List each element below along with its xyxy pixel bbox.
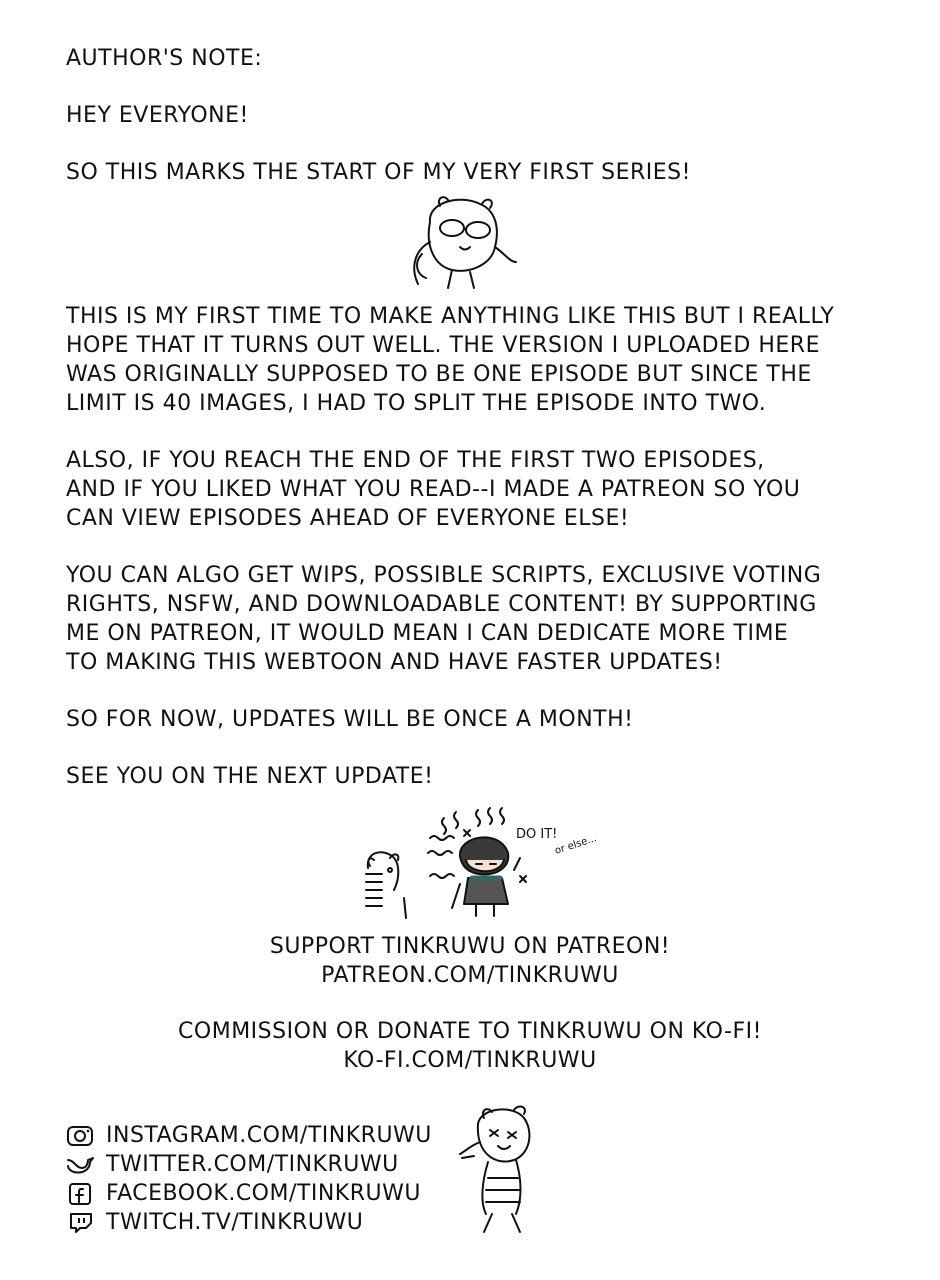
kofi-cta: COMMISSION OR DONATE TO TINKRUWU ON KO-FI!	[178, 1019, 762, 1044]
kofi-link[interactable]: KO-FI.COM/TINKRUWU	[343, 1048, 597, 1073]
note-paragraph-2: ALSO, IF YOU REACH THE END OF THE FIRST TWO EPISODES, AND IF YOU LIKED WHAT YOU READ--I MADE A PATREON SO YOU CAN VIEW EPISODES AHEAD OF EVERYONE ELSE!	[66, 448, 801, 531]
or-else-caption: or else...	[553, 833, 599, 857]
social-row-facebook[interactable]: FACEBOOK.COM/TINKRUWU	[66, 1179, 486, 1208]
instagram-icon	[66, 1125, 96, 1147]
note-greeting: HEY EVERYONE!	[66, 103, 249, 128]
patreon-section	[0, 932, 940, 990]
patreon-link[interactable]: PATREON.COM/TINKRUWU	[321, 963, 619, 988]
patreon-cta: SUPPORT TINKRUWU ON PATREON!	[269, 934, 671, 959]
waving-character-doodle	[458, 1102, 548, 1237]
note-intro: SO THIS MARKS THE START OF MY VERY FIRST SERIES!	[66, 160, 691, 185]
note-schedule: SO FOR NOW, UPDATES WILL BE ONCE A MONTH!	[66, 707, 634, 732]
twitch-icon	[66, 1212, 96, 1234]
glasses-character-doodle	[400, 192, 520, 292]
social-row-twitter[interactable]: TWITTER.COM/TINKRUWU	[66, 1150, 486, 1179]
social-links	[66, 1121, 486, 1237]
twitter-icon	[66, 1154, 96, 1176]
note-heading: AUTHOR'S NOTE:	[66, 46, 263, 71]
social-row-instagram[interactable]: INSTAGRAM.COM/TINKRUWU	[66, 1121, 486, 1150]
kofi-section	[0, 1017, 940, 1075]
do-it-characters-doodle	[360, 798, 630, 923]
note-paragraph-3: YOU CAN ALGO GET WIPS, POSSIBLE SCRIPTS, EXCLUSIVE VOTING RIGHTS, NSFW, AND DOWNLOADABLE CONTENT! BY SUPPORTING ME ON PATREON, IT WOULD MEAN I CAN DEDICATE MORE TIME TO MAKING THIS WEBTOON AND HAVE FASTER UPDATES!	[66, 563, 822, 675]
social-row-twitch[interactable]: TWITCH.TV/TINKRUWU	[66, 1208, 486, 1237]
facebook-icon	[66, 1183, 96, 1205]
note-signoff: SEE YOU ON THE NEXT UPDATE!	[66, 764, 434, 789]
note-paragraph-1: THIS IS MY FIRST TIME TO MAKE ANYTHING LIKE THIS BUT I REALLY HOPE THAT IT TURNS OUT WELL. THE VERSION I UPLOADED HERE WAS ORIGINALLY SUPPOSED TO BE ONE EPISODE BUT SINCE THE LIMIT IS 40 IMAGES, I HAD TO SPLIT THE EPISODE INTO TWO.	[66, 304, 835, 416]
do-it-caption: DO IT!	[516, 827, 558, 842]
